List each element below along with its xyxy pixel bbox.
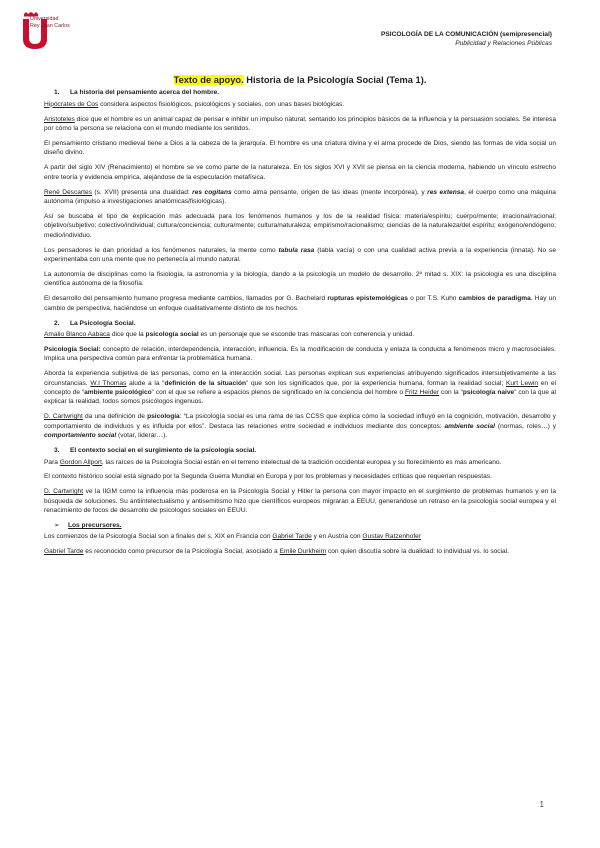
term: tabula rasa bbox=[278, 246, 315, 254]
section-2-heading bbox=[44, 319, 556, 328]
course-subtitle: Publicidad y Relaciones Públicas bbox=[455, 40, 552, 47]
text-run: , las raíces de la Psicología Social están en el terreno intelectual de la tradición occidental europea y su florecimiento es más americano. bbox=[101, 458, 502, 466]
paragraph bbox=[44, 412, 556, 440]
page-header bbox=[0, 0, 600, 60]
paragraph bbox=[44, 369, 556, 407]
term: definición de la situación bbox=[164, 379, 247, 387]
term: ambiente psicológico bbox=[84, 389, 152, 397]
paragraph bbox=[44, 246, 556, 265]
text-run: da una definición de bbox=[82, 413, 148, 421]
text-run: (s. XVII) presenta una dualidad: bbox=[91, 188, 193, 196]
author-link: D. Cartwright bbox=[44, 413, 83, 421]
author-link: Gabriel Tarde bbox=[44, 548, 84, 556]
text-run: : “La psicología social es una rama de las CCSS que explica cómo la sociedad influyó en la cognición, motivación, desarrollo y comportamiento de individuos y es influida por ellos”. Destaca las relaciones entre sociedad e individuos mediante dos conceptos: bbox=[44, 413, 556, 430]
section-title: La Psicología Social. bbox=[70, 319, 136, 327]
text-run: es reconocido como precursor de la Psicología Social, asociado a bbox=[83, 548, 280, 556]
author-link: René Descartes bbox=[44, 188, 92, 196]
section-3-heading bbox=[44, 446, 556, 455]
section-number: 3. bbox=[54, 447, 60, 455]
course-info bbox=[381, 30, 552, 48]
author-link: Hipócrates de Cos bbox=[44, 100, 99, 108]
paragraph: A partir del siglo XIV (Renacimiento) el hombre se ve como parte de la naturaleza. En los siglos XVI y XVII se piensa en la ciencia moderna, habiendo un vínculo estrecho entre teoría y evidencia empírica, alejándose de la especulación metafísica. bbox=[44, 164, 556, 181]
author-link: Gabriel Tarde bbox=[272, 533, 312, 541]
text-run: dice que el hombre es un animal capaz de pensar e inhibir un impulso natural, sentando los principios básicos de la influencia y la persuasión sociales. Se interesa por cómo la persona se relaciona con el mundo mediante los sentidos. bbox=[44, 115, 556, 133]
paragraph: Así se buscaba el tipo de explicación más adecuada para los fenómenos humanos y los de la realidad física: materia/espíritu; cuerpo/mente; irracional/racional; objetivo/subjetivo; colectivo/individual; cultura/conciencia; cultura/mente; cultura/naturaleza; empirismo/racionalismo; ciencias de la naturaleza/del espíritu; exógeno/endógeno; medio/individuo. bbox=[44, 212, 556, 239]
text-run: con la “ bbox=[439, 389, 463, 397]
term: comportamiento social bbox=[44, 432, 117, 440]
course-title: PSICOLOGÍA DE LA COMUNICACIÓN (semipresencial) bbox=[381, 31, 552, 38]
paragraph bbox=[44, 330, 556, 339]
author-link: Amalio Blanco Aabaca bbox=[44, 331, 110, 339]
section-number: 1. bbox=[54, 89, 60, 97]
paragraph bbox=[44, 487, 556, 515]
text-run: Aborda la experiencia subjetiva de las personas, como en la interacción social. Las personas explican sus experiencias atribuyendo significados intersubjetivamente a las circunstancias. bbox=[44, 370, 556, 387]
paragraph: El pensamiento cristiano medieval tiene a Dios a la cabeza de la jerarquía. El hombre es una criatura divina y el alma procede de Dios, siendo las formas de vida social un diseño divino. bbox=[44, 140, 556, 157]
document-title bbox=[44, 76, 556, 85]
term: rupturas epistemológicas bbox=[327, 295, 408, 303]
text-run: con quien discutía sobre la dualidad: lo individual vs. lo social. bbox=[326, 548, 510, 556]
text-run: considera aspectos fisiológicos, psicológicos y sociales, con unas bases biológicas. bbox=[98, 100, 345, 108]
text-run: es un personaje que se esconde tras máscaras con coherencia y unidad. bbox=[198, 331, 415, 339]
section-title: El contexto social en el surgimiento de la psicología social. bbox=[70, 447, 257, 455]
term: ambiente social bbox=[444, 422, 496, 430]
section-title: La historia del pensamiento acerca del hombre. bbox=[70, 89, 220, 97]
title-highlight: Texto de apoyo. bbox=[173, 75, 244, 85]
text-run: Para bbox=[44, 458, 60, 466]
text-run: alude a la “ bbox=[126, 379, 165, 387]
author-link: Gordon Allport bbox=[59, 458, 102, 466]
text-run: (votar, liderar…). bbox=[116, 432, 168, 440]
text-run: . Hay un cambio de perspectiva, haciéndose un enfoque cualitativamente distinto de los hechos. bbox=[44, 295, 556, 312]
subsection-title: Los precursores. bbox=[68, 522, 122, 530]
text-run: en el concepto de “ bbox=[44, 379, 556, 397]
text-run: y en Austria con bbox=[311, 533, 363, 541]
term: psicología bbox=[147, 413, 180, 421]
paragraph bbox=[44, 532, 556, 541]
text-run: ” con la que al explicar la realidad, todos somos psicólogos ingenuos. bbox=[44, 389, 556, 406]
section-number: 2. bbox=[54, 319, 60, 327]
text-run: El desarrollo del pensamiento humano progresa mediante cambios, llamados por G. Bachelard bbox=[44, 295, 328, 303]
arrow-bullet-icon: ➢ bbox=[54, 522, 60, 530]
text-run: dice que la bbox=[109, 331, 146, 339]
text-run: (tabla vacía) o con una cualidad activa previa a la experiencia (innata). No se experimentaba con una mente que no pertenecía al mundo natural. bbox=[44, 246, 557, 264]
author-link: W.I Thomas bbox=[90, 379, 127, 387]
text-run: concepto de relación, interdependencia, interacción, influencia. Es la modificación de conducta y enlaza la conducta a fenómenos micro y macrosociales. Implica una perspectiva común para enfrentar la problemática humana. bbox=[44, 345, 556, 363]
term: res extensa bbox=[427, 188, 465, 196]
text-run: o por T.S. Kuhn bbox=[407, 295, 459, 303]
university-line-1: Universidad bbox=[30, 16, 59, 22]
paragraph bbox=[44, 458, 556, 467]
author-link: Emile Durkheim bbox=[279, 548, 327, 556]
paragraph bbox=[44, 115, 556, 134]
author-link: Kurt Lewin bbox=[505, 379, 539, 387]
page-number: 1 bbox=[539, 800, 544, 809]
section-1-heading bbox=[44, 88, 556, 97]
title-rest: Historia de la Psicología Social (Tema 1). bbox=[243, 75, 427, 85]
term: psicología naive bbox=[462, 389, 515, 397]
text-run: como alma pensante, origen de las ideas (mente incorpórea), y bbox=[231, 188, 428, 196]
university-line-2: Rey Juan Carlos bbox=[30, 23, 70, 29]
university-name bbox=[30, 16, 70, 30]
author-link: Aristoteles bbox=[44, 115, 75, 123]
term: psicología social bbox=[145, 331, 199, 339]
text-run: Los comienzos de la Psicología Social son a finales del s. XIX en Francia con bbox=[44, 533, 273, 541]
subsection-heading bbox=[44, 521, 556, 530]
author-link: Gustav Ratzenhofer bbox=[362, 533, 422, 541]
paragraph: El contexto histórico social está signado por la Segunda Guerra Mundial en Europa y por los problemas y necesidades críticas que requerían respuestas. bbox=[44, 473, 492, 481]
paragraph bbox=[44, 345, 556, 364]
author-link: D. Cartwright bbox=[44, 488, 84, 496]
text-run: ve la IIGM como la influencia más poderosa en la Psicología Social y Hitler la persona con mayor impacto en el surgimiento de problemas humanos y en la búsqueda de soluciones. Su antiintelectualismo y antisemitismo hizo que científicos europeos migraran a EEUU, generandose un retraso en la psicología social europea y el renacimiento de focos de desarrollo de psicologos sociales en EEUU. bbox=[44, 488, 556, 515]
term: res cogitans bbox=[192, 188, 232, 196]
text-run: ” con el que se refiere a espacios plenos de significado en la conciencia del hombre o bbox=[151, 389, 405, 397]
text-run: Los pensadores le dan prioridad a los fenómenos naturales, la mente como bbox=[44, 246, 279, 254]
author-link: Fritz Heider bbox=[404, 389, 440, 397]
paragraph: La autonomía de disciplinas como la fisiología, la astronomía y la biología, dando a la psicología un modelo de desarrollo. 2ª mitad s. XIX: la psicología es una disciplina científica autónoma de la filosofía. bbox=[44, 271, 556, 288]
paragraph bbox=[44, 100, 556, 109]
text-run: , el cuerpo como una máquina autónoma (impulso a investigaciones anatómicas/fisiológicas). bbox=[44, 188, 556, 206]
document-body bbox=[44, 76, 556, 562]
term: Psicología Social: bbox=[44, 345, 101, 353]
paragraph bbox=[44, 294, 556, 313]
term: cambios de paradigma bbox=[458, 295, 531, 303]
text-run: ” que son los significados que, por la experiencia humana, forman la realidad social; bbox=[246, 379, 506, 387]
text-run: (normas, roles…) y bbox=[495, 422, 557, 430]
paragraph bbox=[44, 547, 556, 556]
paragraph bbox=[44, 188, 556, 207]
